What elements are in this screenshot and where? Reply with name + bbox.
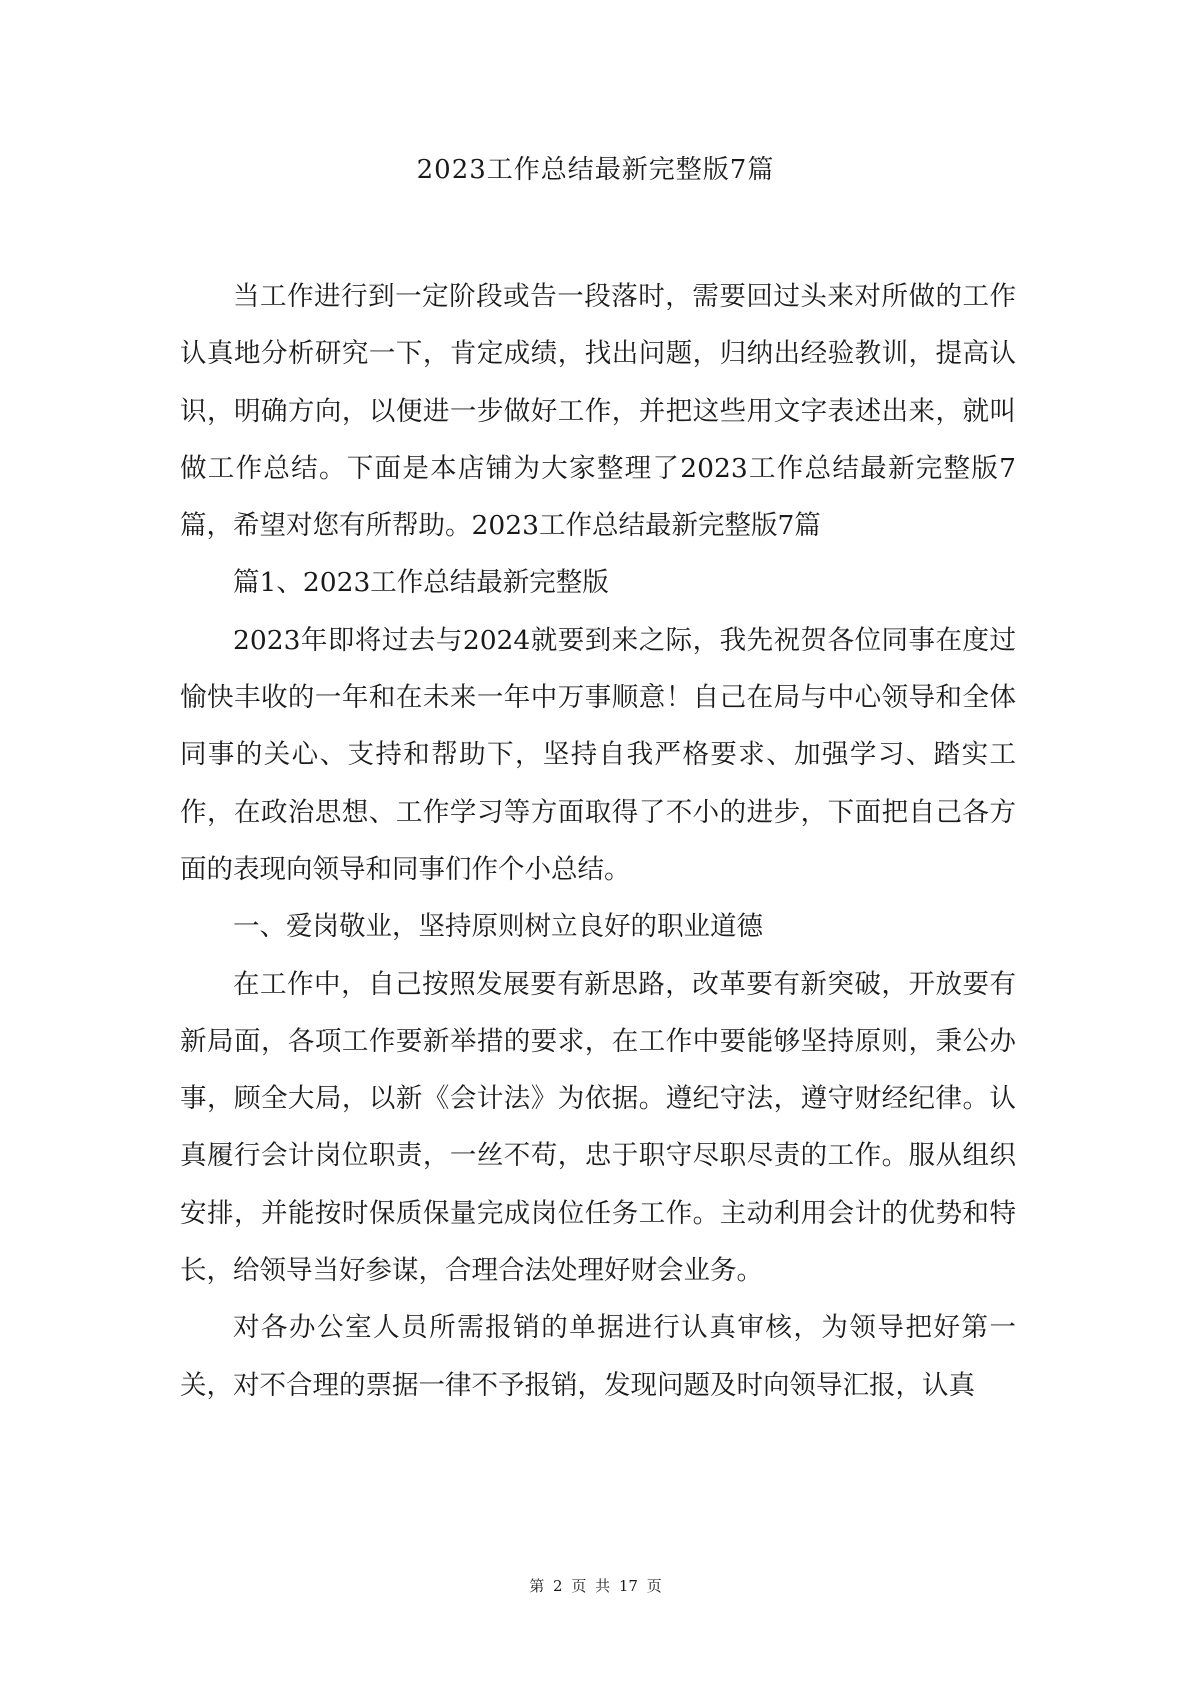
paragraph-greeting: 2023年即将过去与2024就要到来之际，我先祝贺各位同事在度过愉快丰收的一年和在未来一年中万事顺意！自己在局与中心领导和全体同事的关心、支持和帮助下，坚持自我严格要求、加强学习、踏实工作，在政治思想、工作学习等方面取得了不小的进步，下面把自己各方面的表现向领导和同事们作个小总结。	[180, 624, 1016, 885]
document-title: 2023工作总结最新完整版7篇	[416, 155, 775, 185]
paragraph-reimbursement: 对各办公室人员所需报销的单据进行认真审核，为领导把好第一关，对不合理的票据一律不予报销，发现问题及时向领导汇报，认真	[180, 1312, 1016, 1401]
section-heading-1: 一、爱岗敬业，坚持原则树立良好的职业道德	[233, 911, 763, 943]
paragraph-work-principles: 在工作中，自己按照发展要有新思路，改革要有新突破，开放要有新局面，各项工作要新举措的要求，在工作中要能够坚持原则，秉公办事，顾全大局，以新《会计法》为依据。遵纪守法，遵守财经纪律。认真履行会计岗位职责，一丝不苟，忠于职守尽职尽责的工作。服从组织安排，并能按时保质保量完成岗位任务工作。主动利用会计的优势和特长，给领导当好参谋，合理合法处理好财会业务。	[180, 968, 1016, 1287]
paragraph-intro: 当工作进行到一定阶段或告一段落时，需要回过头来对所做的工作认真地分析研究一下，肯定成绩，找出问题，归纳出经验教训，提高认识，明确方向，以便进一步做好工作，并把这些用文字表述出来，就叫做工作总结。下面是本店铺为大家整理了2023工作总结最新完整版7篇，希望对您有所帮助。2023工作总结最新完整版7篇	[180, 281, 1016, 542]
document-body	[180, 268, 1016, 1414]
page-number-footer: 第 2 页 共 17 页	[529, 1577, 662, 1595]
section-heading-part-1: 篇1、2023工作总结最新完整版	[233, 567, 609, 599]
